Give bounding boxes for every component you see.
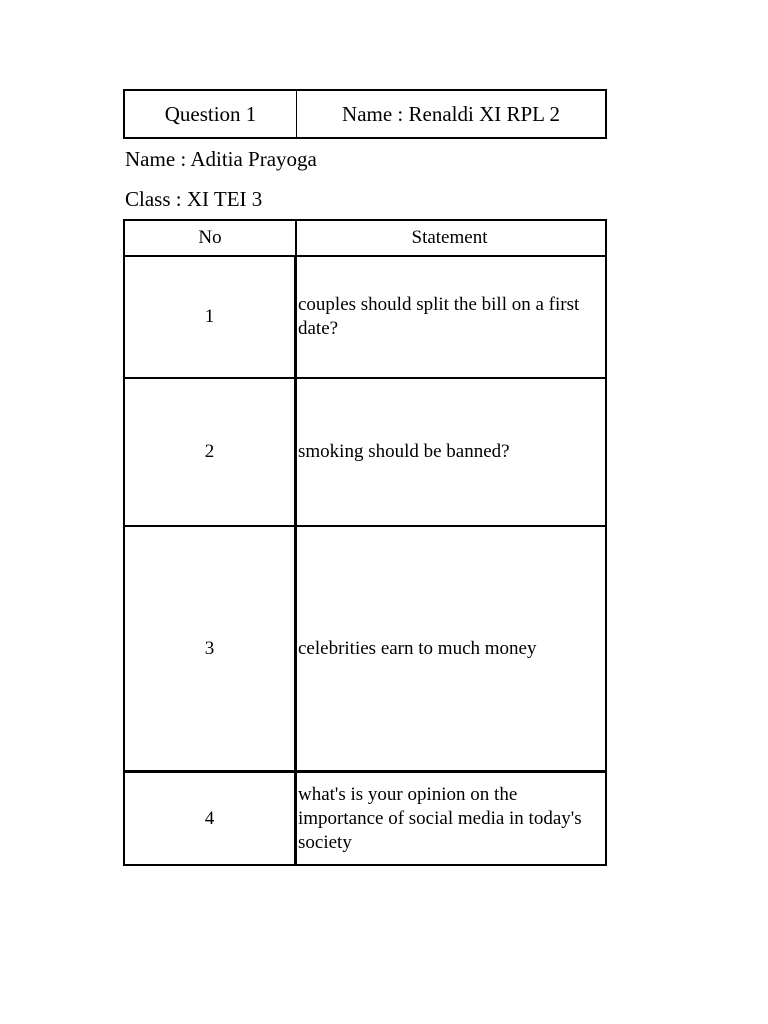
row-statement: couples should split the bill on a first date? xyxy=(298,294,580,339)
statement-table xyxy=(123,219,607,866)
row-number: 1 xyxy=(125,257,297,377)
table-header-row xyxy=(125,221,605,255)
student-class: Class : XI TEI 3 xyxy=(125,187,263,211)
question-label: Question 1 xyxy=(125,91,297,137)
document-sheet xyxy=(123,89,607,866)
table-row xyxy=(125,770,605,864)
row-statement: celebrities earn to much money xyxy=(298,637,537,659)
table-row xyxy=(125,525,605,770)
column-header-no: No xyxy=(125,221,297,255)
row-number: 4 xyxy=(125,773,297,864)
row-statement: what's is your opinion on the importance of social media in today's society xyxy=(298,783,582,853)
row-number: 3 xyxy=(125,527,297,770)
column-header-statement: Statement xyxy=(411,227,488,248)
author-name: Name : Renaldi XI RPL 2 xyxy=(342,101,560,126)
table-row xyxy=(125,255,605,377)
row-statement: smoking should be banned? xyxy=(298,441,510,462)
row-number: 2 xyxy=(125,379,297,525)
header-table xyxy=(123,89,607,139)
student-name: Name : Aditia Prayoga xyxy=(125,147,317,171)
table-row xyxy=(125,377,605,525)
